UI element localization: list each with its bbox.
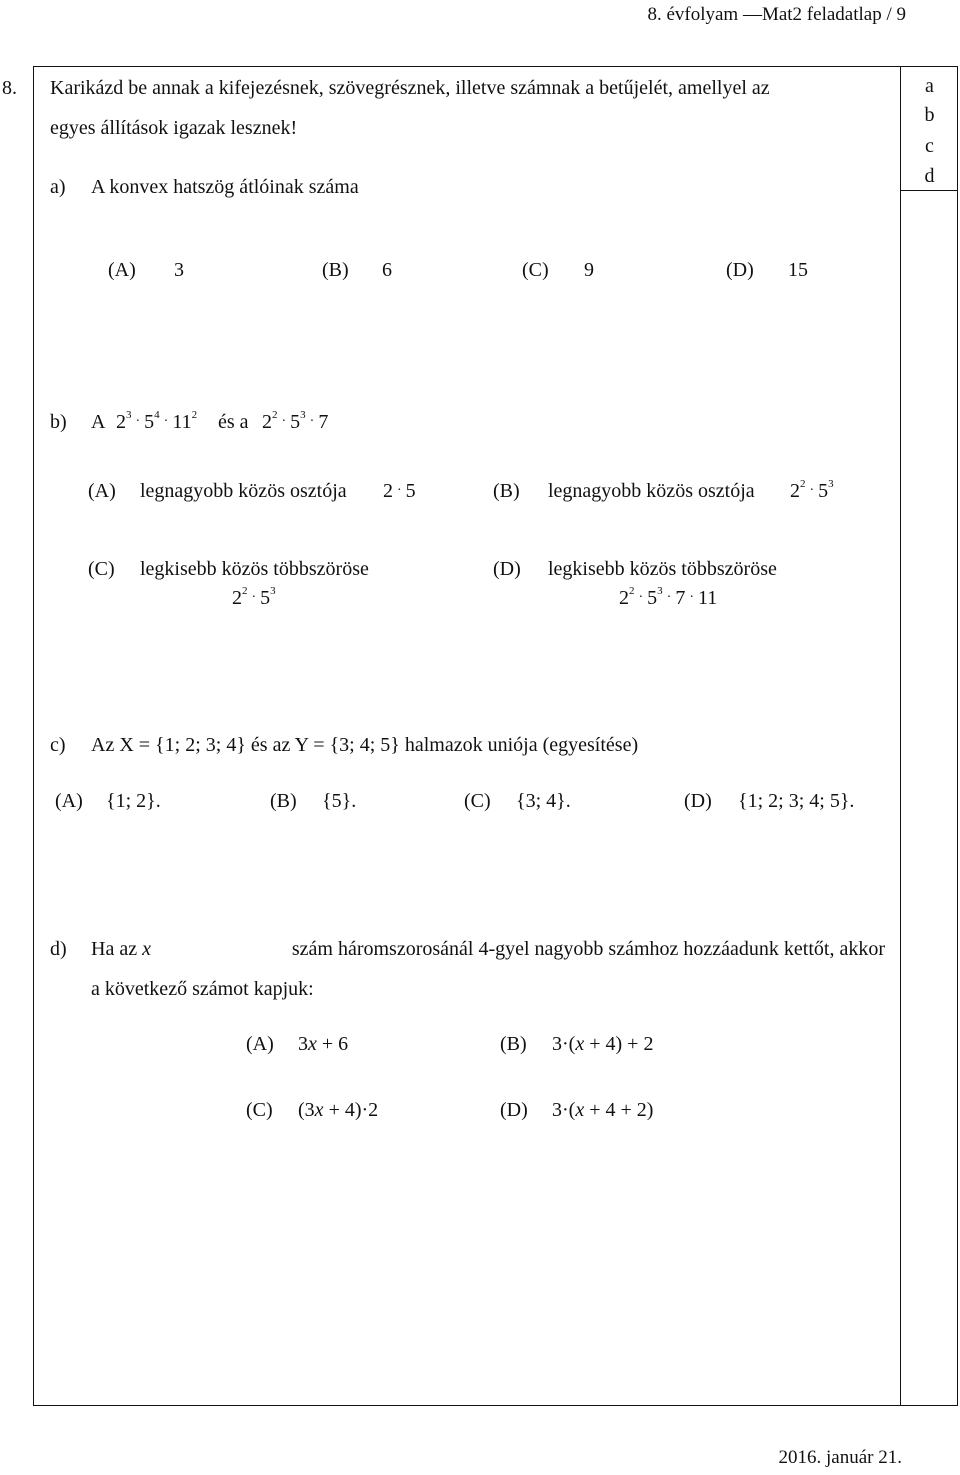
multiplication-dot: · [281,414,287,429]
part-a-option-a-value: 3 [174,259,184,281]
page-header: 8. évfolyam —Mat2 feladatlap / 9 [647,4,906,25]
multiplication-dot: · [638,590,644,605]
expr-base: 2 [232,587,242,609]
answer-letter-b[interactable]: b [924,104,935,126]
part-a-option-b-value: 6 [382,259,392,281]
part-d-option-a-letter[interactable]: (A) [246,1033,274,1055]
expr-exponent: 4 [154,409,160,421]
part-b-expression-1 [116,409,198,433]
footer-date: 2016. január 21. [778,1447,902,1468]
part-a-label: a) [50,176,66,198]
expr-exponent: 3 [300,409,306,421]
part-c-text: Az X = {1; 2; 3; 4} és az Y = {3; 4; 5} halmazok uniója (egyesítése) [91,734,639,756]
part-b-option-b-expression [790,478,834,502]
part-b-conjunction: és a [218,411,249,433]
expr-base: 7 [675,587,686,609]
part-b-option-a-expression [383,481,416,501]
part-b-expression-2 [262,409,329,433]
part-a-option-a-letter[interactable]: (A) [108,259,136,281]
part-d-option-d-letter[interactable]: (D) [500,1099,528,1121]
part-d-line1-rest: szám háromszorosánál 4-gyel nagyobb számhoz hozzáadunk kettőt, akkor [291,938,885,960]
part-b-option-d-text: legkisebb közös többszöröse [548,558,777,580]
part-d-option-b-expression: 3·(x + 4) + 2 [552,1033,654,1055]
multiplication-dot: · [135,414,141,429]
part-b-option-b-text: legnagyobb közös osztója [548,480,755,502]
expr-exponent: 3 [126,409,132,421]
part-b-option-d-letter[interactable]: (D) [493,558,521,580]
expr-base: 2 [116,411,126,433]
expr-exponent: 2 [191,409,198,421]
part-a-option-d-letter[interactable]: (D) [726,259,754,281]
part-b-option-a-letter[interactable]: (A) [88,480,116,502]
expr-base: 5 [405,480,416,502]
expr-base: 2 [790,480,800,502]
expr-exponent: 2 [800,478,806,490]
expr-base: 5 [260,587,271,609]
question-number: 8. [2,77,17,99]
part-a-option-d-value: 15 [788,259,808,281]
expr-base: 2 [619,587,629,609]
part-d-line1-start: Ha az x [91,938,151,960]
expr-exponent: 3 [270,585,276,597]
answer-box-divider [901,190,958,191]
part-c-option-c-value: {3; 4}. [516,790,571,812]
multiplication-dot: · [251,590,257,605]
multiplication-dot: · [809,483,815,498]
question-intro-line1: Karikázd be annak a kifejezésnek, szövegrésznek, illetve számnak a betűjelét, amellyel az [50,77,770,99]
expr-base: 2 [262,411,272,433]
part-b-label: b) [50,411,67,433]
part-c-option-a-value: {1; 2}. [106,790,161,812]
part-d-option-d-expression: 3·(x + 4 + 2) [552,1099,654,1121]
answer-column [901,66,958,1406]
multiplication-dot: · [666,590,672,605]
part-a-option-b-letter[interactable]: (B) [322,259,349,281]
question-intro-line2: egyes állítások igazak lesznek! [50,117,298,139]
part-d-line2: a következő számot kapjuk: [91,978,314,1000]
part-a-option-c-letter[interactable]: (C) [522,259,549,281]
part-d-line1 [91,939,885,959]
expr-exponent: 3 [657,585,663,597]
part-d-option-c-expression: (3x + 4)·2 [298,1099,379,1121]
expr-base: 11 [172,411,192,433]
part-c-option-d-letter[interactable]: (D) [684,790,712,812]
part-b-prefix: A [91,411,106,433]
multiplication-dot: · [689,590,695,605]
expr-base: 2 [383,480,393,502]
part-c-label: c) [50,734,66,756]
expr-base: 5 [290,411,301,433]
expr-base: 11 [698,587,718,609]
part-d-label: d) [50,938,67,960]
part-b-option-c-expression [232,585,276,609]
expr-base: 5 [818,480,829,502]
multiplication-dot: · [309,414,315,429]
part-b-option-d-expression [619,585,718,609]
expr-exponent: 2 [272,409,278,421]
expr-exponent: 2 [629,585,635,597]
part-d-option-b-letter[interactable]: (B) [500,1033,527,1055]
expr-base: 7 [318,411,329,433]
answer-letter-d[interactable]: d [924,165,935,187]
part-c-option-b-letter[interactable]: (B) [270,790,297,812]
part-a-option-c-value: 9 [584,259,594,281]
expr-exponent: 2 [242,585,248,597]
part-b-option-a-text: legnagyobb közös osztója [140,480,347,502]
part-a-text: A konvex hatszög átlóinak száma [91,176,359,198]
part-d-option-c-letter[interactable]: (C) [246,1099,273,1121]
multiplication-dot: · [397,483,402,498]
part-b-option-c-letter[interactable]: (C) [88,558,115,580]
part-c-option-b-value: {5}. [322,790,357,812]
part-b-option-b-letter[interactable]: (B) [493,480,520,502]
answer-letter-c[interactable]: c [925,135,934,157]
part-c-option-c-letter[interactable]: (C) [464,790,491,812]
expr-base: 5 [647,587,658,609]
part-b-option-c-text: legkisebb közös többszöröse [140,558,369,580]
part-d-option-a-expression: 3x + 6 [298,1033,349,1055]
multiplication-dot: · [163,414,169,429]
expr-exponent: 3 [828,478,834,490]
expr-base: 5 [144,411,155,433]
part-c-option-d-value: {1; 2; 3; 4; 5}. [738,790,855,812]
part-c-option-a-letter[interactable]: (A) [55,790,83,812]
answer-letter-a[interactable]: a [925,75,934,97]
